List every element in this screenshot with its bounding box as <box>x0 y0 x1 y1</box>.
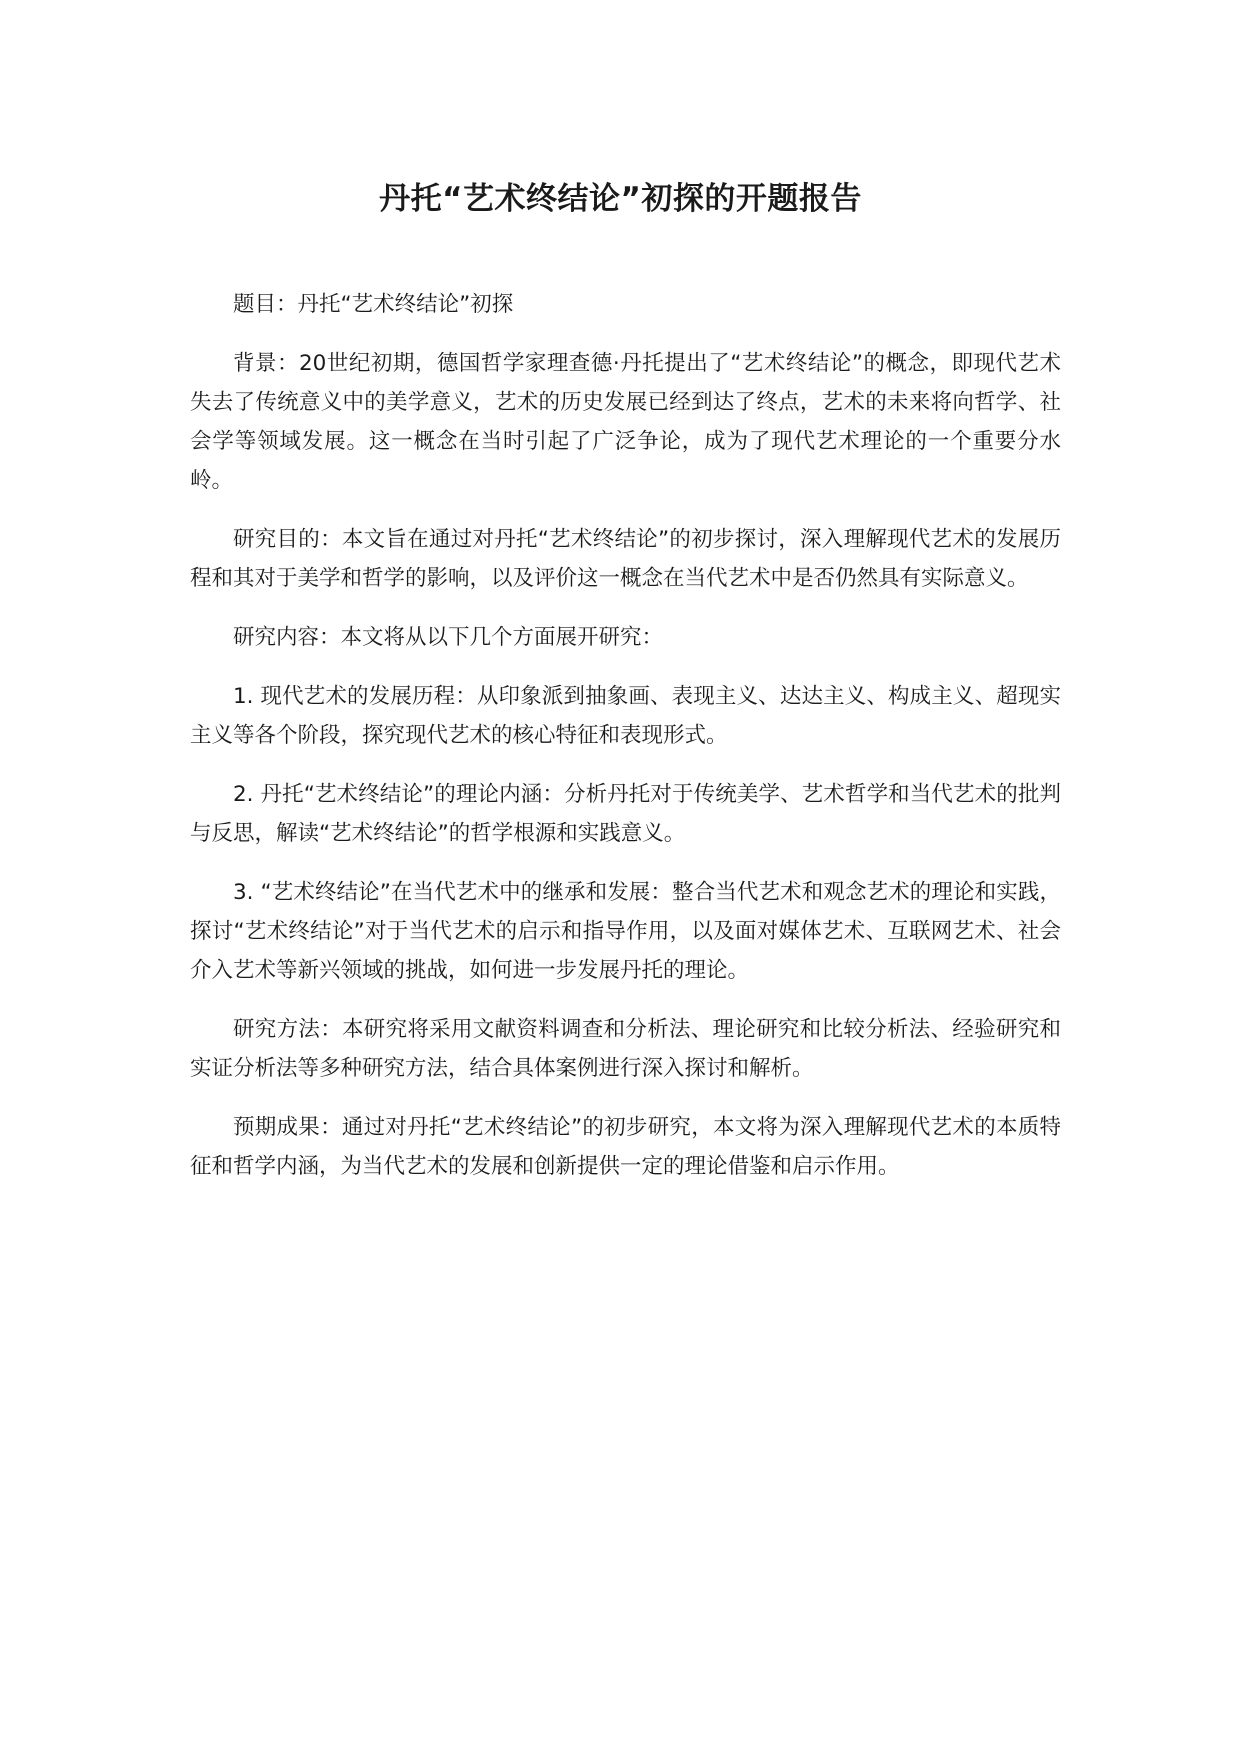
paragraph-research-purpose: 研究目的：本文旨在通过对丹托“艺术终结论”的初步探讨，深入理解现代艺术的发展历程和其对于美学和哲学的影响，以及评价这一概念在当代艺术中是否仍然具有实际意义。 <box>190 527 1061 591</box>
paragraph-research-method: 研究方法：本研究将采用文献资料调查和分析法、理论研究和比较分析法、经验研究和实证分析法等多种研究方法，结合具体案例进行深入探讨和解析。 <box>190 1017 1061 1081</box>
paragraph-research-content: 研究内容：本文将从以下几个方面展开研究： <box>233 625 664 650</box>
document-title: 丹托“艺术终结论”初探的开题报告 <box>379 181 862 217</box>
paragraph-content-item-2: 2. 丹托“艺术终结论”的理论内涵：分析丹托对于传统美学、艺术哲学和当代艺术的批判与反思，解读“艺术终结论”的哲学根源和实践意义。 <box>190 782 1061 846</box>
document-body <box>190 285 1061 1206</box>
paragraph-background: 背景：20世纪初期，德国哲学家理查德·丹托提出了“艺术终结论”的概念，即现代艺术失去了传统意义中的美学意义，艺术的历史发展已经到达了终点，艺术的未来将向哲学、社会学等领域发展。这一概念在当时引起了广泛争论，成为了现代艺术理论的一个重要分水岭。 <box>190 351 1061 493</box>
paragraph-content-item-3: 3. “艺术终结论”在当代艺术中的继承和发展：整合当代艺术和观念艺术的理论和实践，探讨“艺术终结论”对于当代艺术的启示和指导作用，以及面对媒体艺术、互联网艺术、社会介入艺术等新兴领域的挑战，如何进一步发展丹托的理论。 <box>190 880 1061 983</box>
paragraph-content-item-1: 1. 现代艺术的发展历程：从印象派到抽象画、表现主义、达达主义、构成主义、超现实主义等各个阶段，探究现代艺术的核心特征和表现形式。 <box>190 684 1061 748</box>
paragraph-expected-results: 预期成果：通过对丹托“艺术终结论”的初步研究，本文将为深入理解现代艺术的本质特征和哲学内涵，为当代艺术的发展和创新提供一定的理论借鉴和启示作用。 <box>190 1115 1061 1179</box>
paragraph-topic: 题目：丹托“艺术终结论”初探 <box>233 292 514 317</box>
